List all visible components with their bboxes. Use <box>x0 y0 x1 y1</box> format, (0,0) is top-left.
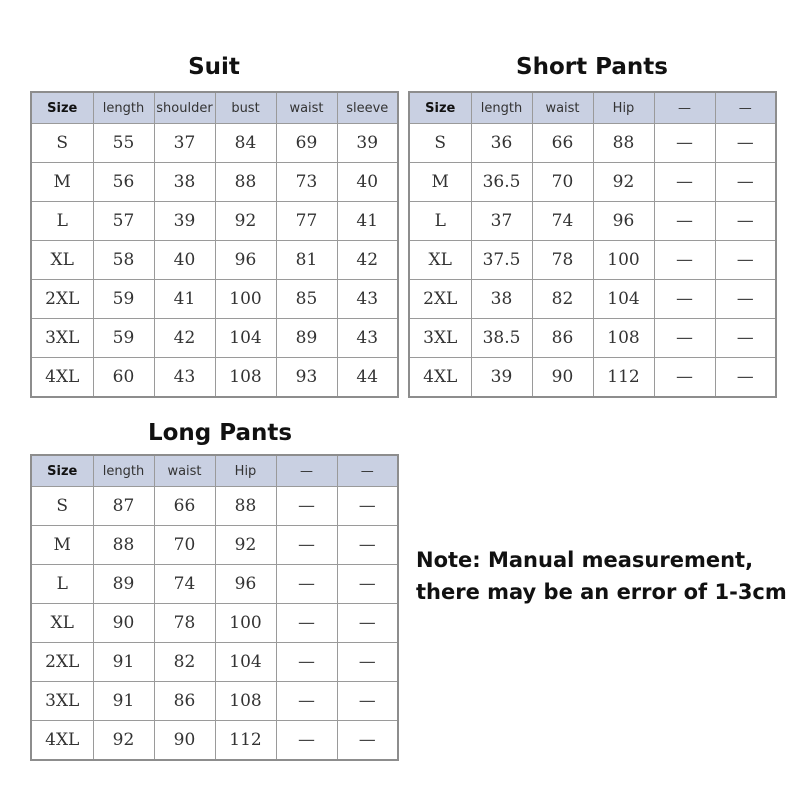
measurement-cell: 42 <box>154 319 215 358</box>
table-row <box>31 487 398 526</box>
column-header: Size <box>31 92 93 124</box>
measurement-cell: 42 <box>337 241 398 280</box>
measurement-cell: 100 <box>593 241 654 280</box>
measurement-cell: 74 <box>532 202 593 241</box>
column-header: bust <box>215 92 276 124</box>
measurement-cell: 66 <box>532 124 593 163</box>
measurement-cell: — <box>337 565 398 604</box>
measurement-cell: 66 <box>154 487 215 526</box>
table-row <box>409 202 776 241</box>
measurement-cell: — <box>654 241 715 280</box>
measurement-cell: — <box>276 565 337 604</box>
size-cell: 4XL <box>31 721 93 761</box>
measurement-cell: — <box>337 487 398 526</box>
size-cell: 3XL <box>31 682 93 721</box>
measurement-cell: 73 <box>276 163 337 202</box>
column-header: length <box>93 92 154 124</box>
measurement-cell: 90 <box>154 721 215 761</box>
suit-title: Suit <box>188 54 240 80</box>
note-line-1: Note: Manual measurement, <box>416 548 754 572</box>
measurement-cell: 92 <box>215 526 276 565</box>
table-header-row <box>31 455 398 487</box>
measurement-cell: 96 <box>593 202 654 241</box>
measurement-cell: 88 <box>593 124 654 163</box>
short-pants-title: Short Pants <box>516 54 668 80</box>
table-row <box>409 241 776 280</box>
measurement-cell: — <box>337 604 398 643</box>
measurement-cell: 104 <box>215 319 276 358</box>
measurement-cell: 43 <box>337 319 398 358</box>
size-cell: M <box>409 163 471 202</box>
measurement-cell: 56 <box>93 163 154 202</box>
column-header: waist <box>532 92 593 124</box>
table-row <box>31 565 398 604</box>
measurement-cell: — <box>276 721 337 761</box>
column-header: Size <box>31 455 93 487</box>
measurement-cell: — <box>276 643 337 682</box>
measurement-cell: — <box>654 202 715 241</box>
column-header: waist <box>154 455 215 487</box>
measurement-cell: 85 <box>276 280 337 319</box>
column-header: Hip <box>215 455 276 487</box>
measurement-cell: 41 <box>337 202 398 241</box>
measurement-cell: 87 <box>93 487 154 526</box>
measurement-cell: 43 <box>154 358 215 398</box>
size-cell: 4XL <box>31 358 93 398</box>
measurement-cell: 88 <box>215 487 276 526</box>
measurement-cell: — <box>276 526 337 565</box>
measurement-cell: 90 <box>93 604 154 643</box>
measurement-cell: 86 <box>154 682 215 721</box>
measurement-cell: 41 <box>154 280 215 319</box>
measurement-cell: 90 <box>532 358 593 398</box>
measurement-cell: 40 <box>337 163 398 202</box>
measurement-cell: 39 <box>337 124 398 163</box>
size-cell: 2XL <box>409 280 471 319</box>
measurement-cell: — <box>276 682 337 721</box>
column-header: — <box>337 455 398 487</box>
column-header: Hip <box>593 92 654 124</box>
size-cell: 2XL <box>31 280 93 319</box>
table-row <box>409 280 776 319</box>
measurement-cell: — <box>715 202 776 241</box>
size-cell: L <box>31 202 93 241</box>
table-row <box>409 358 776 398</box>
short-pants-size-table <box>408 91 777 398</box>
column-header: waist <box>276 92 337 124</box>
measurement-cell: 57 <box>93 202 154 241</box>
table-row <box>31 682 398 721</box>
table-row <box>409 319 776 358</box>
measurement-cell: 59 <box>93 280 154 319</box>
measurement-cell: — <box>715 163 776 202</box>
size-cell: L <box>31 565 93 604</box>
size-cell: 2XL <box>31 643 93 682</box>
measurement-cell: — <box>715 319 776 358</box>
measurement-cell: 92 <box>593 163 654 202</box>
measurement-cell: 37 <box>471 202 532 241</box>
long-pants-size-table <box>30 454 399 761</box>
measurement-cell: — <box>337 643 398 682</box>
measurement-cell: 91 <box>93 682 154 721</box>
measurement-cell: 82 <box>532 280 593 319</box>
table-row <box>31 643 398 682</box>
measurement-cell: — <box>337 721 398 761</box>
measurement-cell: 108 <box>215 358 276 398</box>
measurement-cell: 70 <box>532 163 593 202</box>
measurement-cell: 96 <box>215 241 276 280</box>
measurement-cell: 86 <box>532 319 593 358</box>
measurement-cell: 112 <box>215 721 276 761</box>
measurement-cell: 100 <box>215 604 276 643</box>
measurement-cell: 69 <box>276 124 337 163</box>
size-cell: 3XL <box>409 319 471 358</box>
measurement-cell: 112 <box>593 358 654 398</box>
column-header: — <box>276 455 337 487</box>
measurement-cell: 59 <box>93 319 154 358</box>
measurement-cell: 74 <box>154 565 215 604</box>
measurement-cell: 78 <box>154 604 215 643</box>
measurement-cell: — <box>654 358 715 398</box>
measurement-cell: 37.5 <box>471 241 532 280</box>
measurement-cell: — <box>276 604 337 643</box>
measurement-cell: 43 <box>337 280 398 319</box>
column-header: sleeve <box>337 92 398 124</box>
measurement-cell: 92 <box>93 721 154 761</box>
measurement-cell: — <box>654 163 715 202</box>
measurement-cell: 39 <box>154 202 215 241</box>
size-cell: 4XL <box>409 358 471 398</box>
size-cell: S <box>31 487 93 526</box>
measurement-cell: 91 <box>93 643 154 682</box>
measurement-cell: 92 <box>215 202 276 241</box>
table-row <box>31 604 398 643</box>
measurement-cell: — <box>337 526 398 565</box>
table-row <box>31 721 398 761</box>
measurement-cell: 36 <box>471 124 532 163</box>
measurement-cell: 108 <box>215 682 276 721</box>
size-cell: S <box>31 124 93 163</box>
measurement-cell: 108 <box>593 319 654 358</box>
measurement-cell: 37 <box>154 124 215 163</box>
measurement-cell: 70 <box>154 526 215 565</box>
measurement-cell: 58 <box>93 241 154 280</box>
size-cell: XL <box>31 241 93 280</box>
measurement-cell: 39 <box>471 358 532 398</box>
size-cell: S <box>409 124 471 163</box>
measurement-cell: 38 <box>471 280 532 319</box>
column-header: Size <box>409 92 471 124</box>
table-row <box>31 526 398 565</box>
size-cell: 3XL <box>31 319 93 358</box>
measurement-cell: 82 <box>154 643 215 682</box>
measurement-note <box>416 544 800 608</box>
size-cell: M <box>31 163 93 202</box>
measurement-cell: 88 <box>93 526 154 565</box>
column-header: — <box>715 92 776 124</box>
column-header: length <box>471 92 532 124</box>
measurement-cell: — <box>715 241 776 280</box>
measurement-cell: 81 <box>276 241 337 280</box>
measurement-cell: 93 <box>276 358 337 398</box>
measurement-cell: — <box>654 280 715 319</box>
measurement-cell: — <box>715 124 776 163</box>
measurement-cell: 44 <box>337 358 398 398</box>
measurement-cell: — <box>654 319 715 358</box>
size-cell: M <box>31 526 93 565</box>
note-line-2: there may be an error of 1-3cm <box>416 580 787 604</box>
table-row <box>409 163 776 202</box>
measurement-cell: — <box>337 682 398 721</box>
measurement-cell: 36.5 <box>471 163 532 202</box>
measurement-cell: 40 <box>154 241 215 280</box>
measurement-cell: 60 <box>93 358 154 398</box>
measurement-cell: 96 <box>215 565 276 604</box>
measurement-cell: 100 <box>215 280 276 319</box>
measurement-cell: — <box>715 280 776 319</box>
table-header-row <box>409 92 776 124</box>
measurement-cell: — <box>715 358 776 398</box>
column-header: shoulder <box>154 92 215 124</box>
size-cell: XL <box>31 604 93 643</box>
measurement-cell: 38.5 <box>471 319 532 358</box>
measurement-cell: 89 <box>276 319 337 358</box>
measurement-cell: 89 <box>93 565 154 604</box>
measurement-cell: 55 <box>93 124 154 163</box>
long-pants-title: Long Pants <box>147 420 293 446</box>
measurement-cell: 104 <box>593 280 654 319</box>
measurement-cell: 38 <box>154 163 215 202</box>
measurement-cell: 77 <box>276 202 337 241</box>
measurement-cell: 88 <box>215 163 276 202</box>
measurement-cell: — <box>654 124 715 163</box>
measurement-cell: 104 <box>215 643 276 682</box>
size-cell: XL <box>409 241 471 280</box>
column-header: — <box>654 92 715 124</box>
measurement-cell: 78 <box>532 241 593 280</box>
table-row <box>409 124 776 163</box>
column-header: length <box>93 455 154 487</box>
measurement-cell: — <box>276 487 337 526</box>
measurement-cell: 84 <box>215 124 276 163</box>
size-cell: L <box>409 202 471 241</box>
